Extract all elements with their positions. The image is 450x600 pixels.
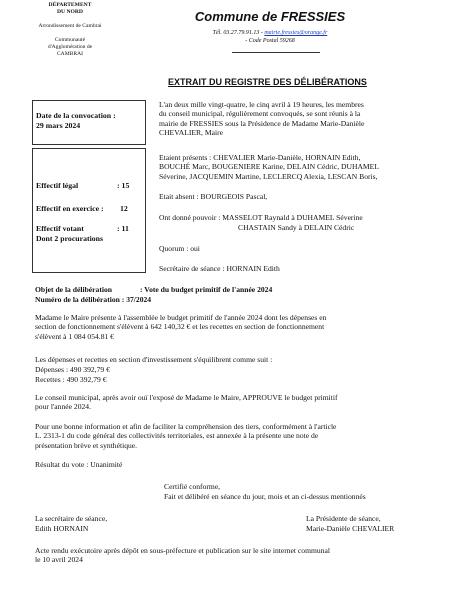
presents-line: BOUCHÉ Marc, BOUGENIERE Karine, DELAIN Cédric, DUHAMEL (159, 162, 379, 172)
signature-right-title: La Présidente de séance, (306, 514, 381, 523)
effectif-exercice-value: 12 (120, 204, 128, 213)
pouvoir-line-2: CHASTAIN Sandy à DELAIN Cédric (238, 223, 355, 232)
body-paragraph-4 (35, 422, 430, 450)
email-link[interactable]: mairie.fressies@orange.fr (264, 30, 328, 36)
recettes-line: Recettes : 490 392,79 € (35, 375, 107, 384)
footer-line: le 10 avril 2024 (35, 555, 83, 565)
department-line-1: DÉPARTEMENT (48, 2, 92, 8)
quorum-line: Quorum : oui (159, 244, 200, 253)
body-line: Pour une bonne information et afin de faciliter la compréhension des tiers, conformément à l'article (35, 422, 337, 431)
procurations: Dont 2 procurations (36, 234, 104, 243)
secretaire-line: Secrétaire de séance : HORNAIN Edith (159, 264, 280, 273)
presents-paragraph (159, 153, 434, 181)
effectif-exercice-label: Effectif en exercice : (36, 204, 104, 213)
certif-line-1: Certifié conforme, (164, 482, 221, 491)
intro-line: mairie de FRESSIES sous la Présidence de Madame Marie-Danièle (159, 118, 365, 128)
effectif-votant-value: : 11 (117, 224, 129, 233)
certif-line-2: Fait et délibéré en séance du jour, mois et an ci-dessus mentionnés (164, 492, 366, 501)
presents-line: Séverine, JACQUEMIN Martine, LECLERCQ Alexia, LESCAN Boris, (159, 171, 378, 181)
body-line: pour l'année 2024. (35, 402, 91, 412)
footer-line: Acte rendu exécutoire après dépôt en sous-préfecture et publication sur le site internet communal (35, 546, 330, 555)
body-line: Madame le Maire présente à l'assemblée le budget primitif de l'année 2024 dont les dépenses en (35, 313, 327, 322)
body-line: L. 2313-1 du code général des collectivités territoriales, est annexée à la présente une note de (35, 431, 319, 441)
header-department-block (20, 2, 120, 58)
body-line: Le conseil municipal, après avoir ouï l'exposé de Madame le Maire, APPROUVE le budget primitif (35, 393, 338, 402)
effectif-legal-label: Effectif légal (36, 181, 79, 190)
body-line: section de fonctionnement s'élèvent à 642 140,32 € et les recettes en section de fonctionnement (35, 322, 325, 332)
vote-result: Résultat du vote : Unanimité (35, 460, 123, 469)
contact-info (175, 30, 365, 46)
effectif-votant-label: Effectif votant (36, 224, 84, 233)
effectif-legal-value: : 15 (117, 181, 130, 190)
objet-label: Objet de la délibération (35, 285, 112, 294)
commune-title: Commune de FRESSIES (194, 9, 346, 24)
header-divider (232, 52, 320, 53)
depenses-line: Dépenses : 490 392,79 € (35, 365, 110, 374)
deliberation-number: Numéro de la délibération : 37/2024 (35, 295, 152, 304)
pouvoir-line-1: Ont donné pouvoir : MASSELOT Raynald à DUHAMEL Séverine (159, 213, 363, 222)
communaute-line-2: d'Agglomération de (47, 43, 93, 50)
presents-line: Etaient présents : CHEVALIER Marie-Danièle, HORNAIN Edith, (159, 153, 361, 162)
convocation-date: 29 mars 2024 (36, 121, 81, 130)
signature-right-name: Marie-Danièle CHEVALIER (306, 524, 395, 533)
body-paragraph-2: Les dépenses et recettes en section d'investissement s'équilibrent comme suit : (35, 355, 273, 364)
signature-left-name: Edith HORNAIN (35, 524, 89, 533)
communaute-line-1: Communauté (54, 36, 86, 43)
footer-note (35, 546, 430, 565)
signature-left-title: La secrétaire de séance, (35, 514, 108, 523)
intro-line: du conseil municipal, régulièrement convoqués, se sont réunis à la (159, 109, 361, 119)
phone-text: Tél. 03.27.79.91.13 - (212, 30, 263, 36)
body-line: présentation brève et synthétique. (35, 440, 138, 450)
department-line-2: DU NORD (57, 8, 83, 15)
intro-paragraph (159, 100, 429, 137)
objet-value: : Vote du budget primitif de l'année 2024 (140, 285, 273, 294)
body-paragraph-1 (35, 313, 430, 341)
communaute-line-3: CAMBRAI (56, 50, 84, 57)
arrondissement: Arrondissement de Cambrai (38, 22, 102, 29)
convocation-label: Date de la convocation : (36, 111, 116, 120)
body-line: s'élèvent à 1 084 054.81 € (35, 331, 114, 341)
postal-code: - Code Postal 59268 (245, 37, 295, 44)
body-paragraph-3 (35, 393, 430, 412)
absent-line: Etait absent : BOURGEOIS Pascal, (159, 192, 268, 201)
intro-line: L'an deux mille vingt-quatre, le cinq avril à 19 heures, les membres (159, 100, 364, 109)
intro-line: CHEVALIER, Maire (159, 127, 223, 137)
document-title: EXTRAIT DU REGISTRE DES DÉLIBÉRATIONS (168, 77, 367, 87)
